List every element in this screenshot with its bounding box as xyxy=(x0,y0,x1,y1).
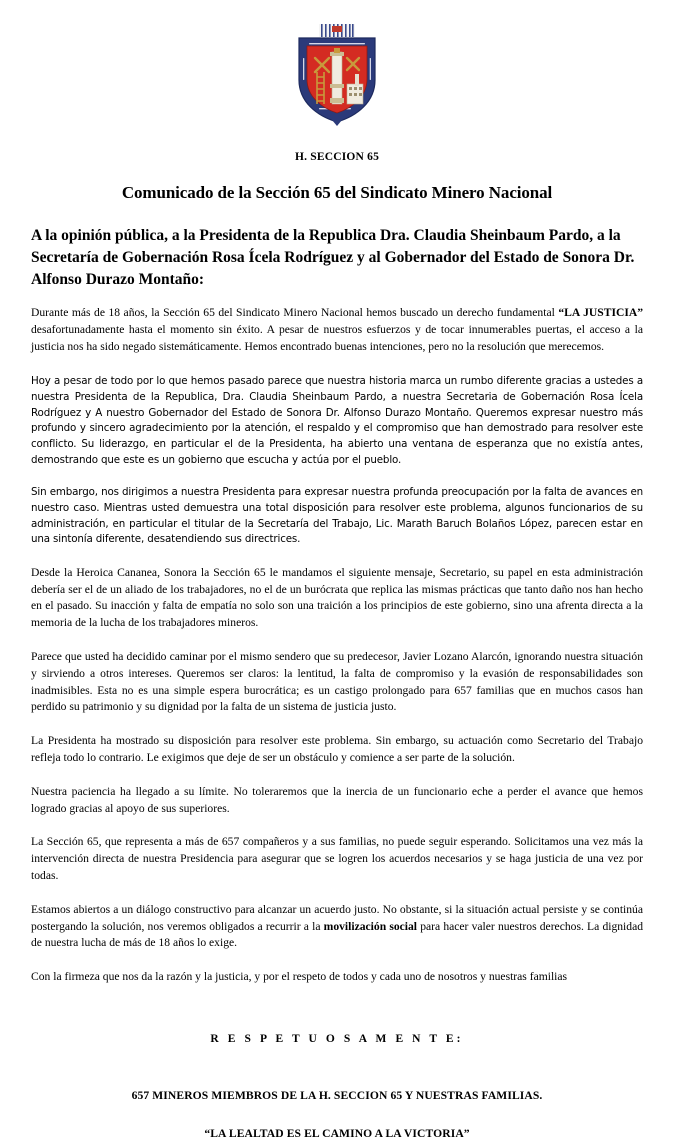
paragraph-6: La Presidenta ha mostrado su disposición para resolver este problema. Sin embargo, su actuación como Secretario del Trabajo refleja todo lo contrario. Le exigimos que deje de ser un obstáculo y comience a ser parte de la solución. xyxy=(31,734,643,764)
paragraph-10-closing-line: Con la firmeza que nos da la razón y la justicia, y por el respeto de todos y cada uno de nosotros y nuestras familias xyxy=(31,970,568,984)
paragraph-8: La Sección 65, que representa a más de 657 compañeros y a sus familias, no puede seguir esperando. Solicitamos una vez más la intervención directa de nuestra Presidencia para asegurar que se logren los acuerdos necesarios y se haga justicia de una vez por todas. xyxy=(31,835,643,882)
paragraph-9-emphasis: movilización social xyxy=(323,919,418,933)
crown-rays xyxy=(319,24,355,37)
paragraph-4: Desde la Heroica Cananea, Sonora la Sección 65 le mandamos el siguiente mensaje, Secretario, su papel en esta administración debería ser el de un aliado de los trabajadores, no el de un burócrata que replica las mismas prácticas que tanto daño nos han hecho en el pasado. Su inacción y falta de empatía no solo son una traición a los principios de este gobierno, sino una afrenta directa a la memoria de la lucha de los trabajadores mineros. xyxy=(31,565,643,630)
paragraph-1-text-a: Durante más de 18 años, la Sección 65 del Sindicato Minero Nacional hemos buscado un derecho fundamental xyxy=(31,306,559,319)
body-content xyxy=(31,305,643,986)
paragraph-1-emphasis: “LA JUSTICIA” xyxy=(558,306,644,319)
paragraph-2: Hoy a pesar de todo por lo que hemos pasado parece que nuestra historia marca un rumbo diferente gracias a ustedes a nuestra Presidenta de la Republica, Dra. Claudia Sheinbaum Pardo, a nuestra Secretaria de Gobernación Rosa Ícela Rodríguez y A nuestro Gobernador del Estado de Sonora Dr. Alfonso Durazo Montaño. Queremos expresar nuestro más profundo y sincero agradecimiento por la atención, el respaldo y el compromiso que han demostrado para resolver este conflicto. Su liderazgo, en particular el de la Presidenta, ha abierto una ventana de esperanza que no existía antes, demostrando que este es un gobierno que escucha y actúa por el pueblo. xyxy=(31,375,643,466)
paragraph-1-text-b: desafortunadamente hasta el momento sin éxito. A pesar de nuestros esfuerzos y de tocar innumerables puertas, el acceso a la justicia nos ha sido negado sistemáticamente. Hemos encontrado buenas intenciones, pero no la resolución que merecemos. xyxy=(31,322,643,353)
paragraph-3: Sin embargo, nos dirigimos a nuestra Presidenta para expresar nuestra profunda preocupación por la falta de avances en nuestro caso. Mientras usted demuestra una total disposición para resolver este problema, algunos funcionarios de su administración, en particular el titular de la Secretaría del Trabajo, Lic. Marath Baruch Bolaños López, parecen estar en una sintonía diferente, desatendiendo sus directrices. xyxy=(31,486,643,546)
emblem-container xyxy=(31,0,643,118)
paragraph-9-text-a: Estamos abiertos a un diálogo constructivo para alcanzar un acuerdo justo. No obstante, si la situación actual persiste y se continúa postergando la solución, nos veremos obligados a recurrir a la xyxy=(31,902,643,933)
sindicato-minero-shield-emblem xyxy=(289,22,385,128)
paragraph-1 xyxy=(31,305,643,355)
paragraph-9 xyxy=(31,902,643,952)
signature-line: 657 MINEROS MIEMBROS DE LA H. SECCION 65 Y NUESTRAS FAMILIAS. xyxy=(131,1088,543,1102)
page-title: Comunicado de la Sección 65 del Sindicato Minero Nacional xyxy=(121,183,553,202)
motto-line: “LA LEALTAD ES EL CAMINO A LA VICTORIA” xyxy=(204,1126,470,1140)
addressee-heading: A la opinión pública, a la Presidenta de la Republica Dra. Claudia Sheinbaum Pardo, a la Secretaría de Gobernación Rosa Ícela Rodríguez y al Gobernador del Estado de Sonora Dr. Alfonso Durazo Montaño: xyxy=(31,227,635,288)
paragraph-9-text-b: para hacer valer nuestros derechos. La dignidad de nuestra lucha de más de 18 años lo exige. xyxy=(31,919,644,950)
closing-block xyxy=(31,1033,643,1140)
page-kicker: H. SECCION 65 xyxy=(294,151,380,163)
paragraph-7: Nuestra paciencia ha llegado a su límite. No toleraremos que la inercia de un funcionario eche a perder el avance que hemos logrado gracias al apoyo de sus superiores. xyxy=(31,784,643,815)
respectfully-label: R E S P E T U O S A M E N T E: xyxy=(210,1032,464,1045)
paragraph-5: Parece que usted ha decidido caminar por el mismo sendero que su predecesor, Javier Lozano Alarcón, ignorando nuestra situación y sirviendo a otros intereses. Queremos ser claros: la lentitud, la falta de compromiso y la evasión de responsabilidades son inadmisibles. Esta no es una simple espera burocrática; es un castigo prolongado para 657 familias que en muchos casos han perdido su patrimonio y su dignidad por la falta de un sistema de justicia justo. xyxy=(31,649,643,714)
